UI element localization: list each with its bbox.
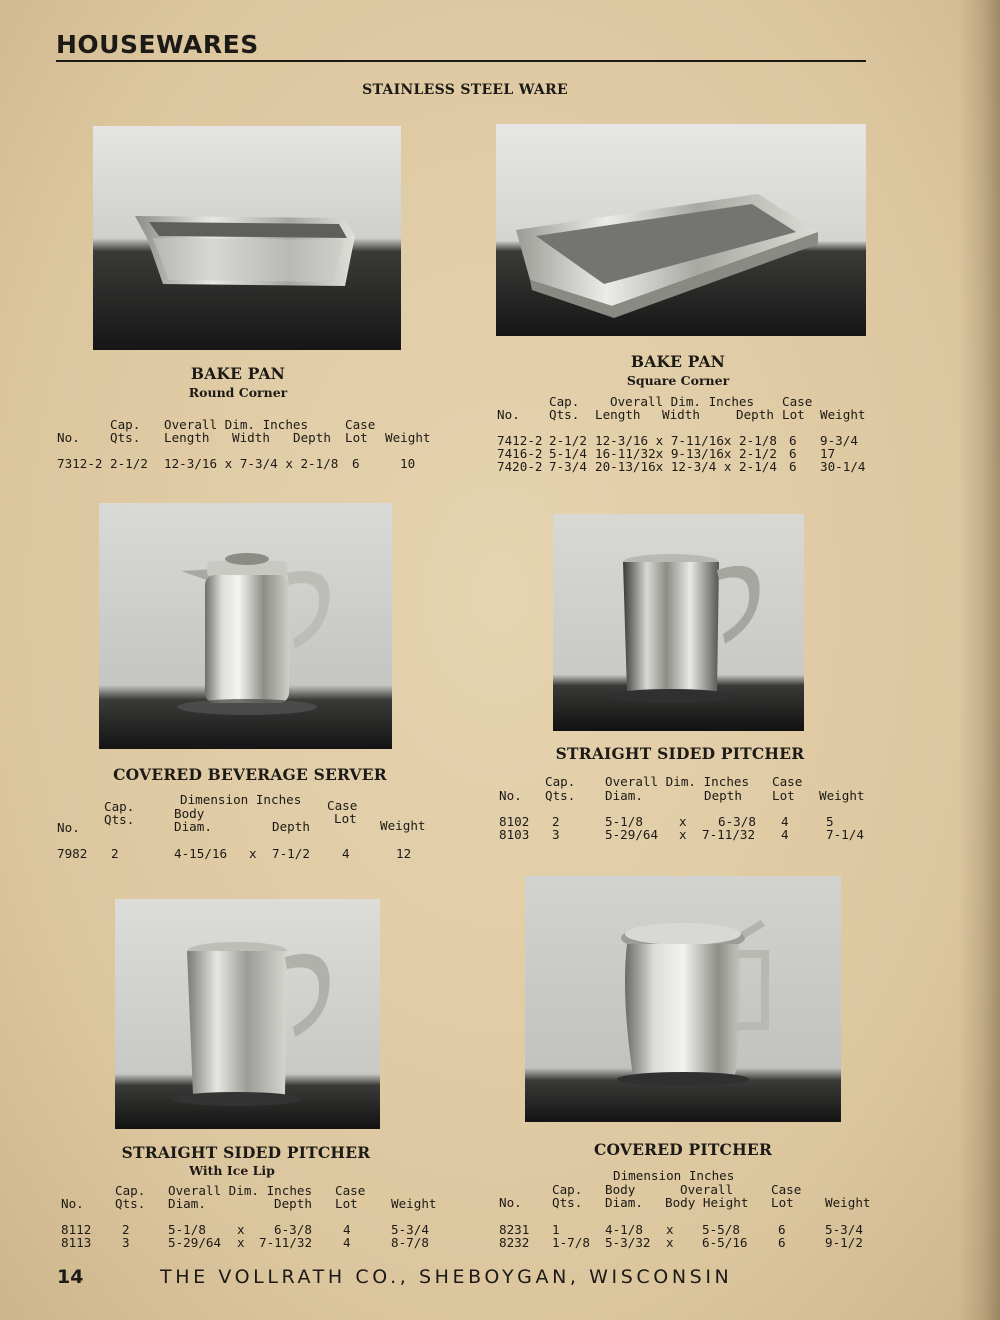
cell-depth: 6-3/8 bbox=[718, 814, 756, 829]
cell-x: x bbox=[249, 846, 257, 861]
cell-cap: 5-1/4 bbox=[549, 446, 587, 461]
col-dim-label: Dimension Inches bbox=[180, 792, 302, 807]
col-dim-label: Overall Dim. Inches bbox=[168, 1183, 313, 1198]
cell-no: 8113 bbox=[61, 1235, 92, 1250]
col-cap-label: Cap. bbox=[115, 1183, 146, 1198]
col-lot-label: Lot bbox=[782, 407, 805, 422]
col-case-label: Case bbox=[335, 1183, 366, 1198]
ice-lip-pitcher-photo bbox=[115, 899, 380, 1129]
cell-depth: 6-3/8 bbox=[274, 1222, 312, 1237]
cell-weight: 17 bbox=[820, 446, 836, 461]
col-depth-label: Depth bbox=[272, 819, 310, 834]
footer-company: THE VOLLRATH CO., SHEBOYGAN, WISCONSIN bbox=[160, 1266, 733, 1288]
cell-cap: 2 bbox=[122, 1222, 130, 1237]
col-no-label: No. bbox=[499, 1195, 522, 1210]
cell-lot: 4 bbox=[781, 827, 789, 842]
cell-x: x bbox=[666, 1235, 674, 1250]
cell-no: 7312-2 bbox=[57, 456, 103, 471]
page-edge-shadow bbox=[958, 0, 1000, 1320]
cell-height: 5-5/8 bbox=[702, 1222, 740, 1237]
cell-x: x bbox=[679, 827, 687, 842]
col-weight-label: Weight bbox=[391, 1196, 437, 1211]
header-rule bbox=[56, 60, 866, 62]
col-body-label: Body bbox=[174, 806, 205, 821]
cell-weight: 9-1/2 bbox=[825, 1235, 863, 1250]
col-width-label: Width bbox=[662, 407, 700, 422]
cell-lot: 4 bbox=[342, 846, 350, 861]
col-lot-label: Lot bbox=[771, 1195, 794, 1210]
col-diam-label: Diam. bbox=[605, 788, 643, 803]
col-lot-label: Lot bbox=[334, 811, 357, 826]
col-no-label: No. bbox=[499, 788, 522, 803]
cell-lot: 6 bbox=[352, 456, 360, 471]
cell-lot: 6 bbox=[789, 433, 797, 448]
col-case-label: Case bbox=[782, 394, 813, 409]
bake-pan-square-title: BAKE PAN bbox=[630, 352, 726, 371]
cell-weight: 30-1/4 bbox=[820, 459, 866, 474]
covered-pitcher-title: COVERED PITCHER bbox=[593, 1140, 773, 1159]
col-cap-label: Cap. bbox=[110, 417, 141, 432]
cell-weight: 5-3/4 bbox=[391, 1222, 429, 1237]
col-length-label: Length bbox=[595, 407, 641, 422]
col-weight-label: Weight bbox=[819, 788, 865, 803]
col-no-label: No. bbox=[57, 430, 80, 445]
cell-depth: 7-1/2 bbox=[272, 846, 310, 861]
cell-lot: 4 bbox=[343, 1222, 351, 1237]
ice-lip-pitcher-title: STRAIGHT SIDED PITCHER bbox=[121, 1143, 371, 1162]
cell-no: 8231 bbox=[499, 1222, 530, 1237]
cell-cap: 2 bbox=[111, 846, 119, 861]
covered-pitcher-photo bbox=[525, 876, 841, 1122]
col-case-label: Case bbox=[345, 417, 376, 432]
cell-lot: 6 bbox=[789, 459, 797, 474]
cell-x: x bbox=[237, 1222, 245, 1237]
cell-no: 8232 bbox=[499, 1235, 530, 1250]
cell-cap: 3 bbox=[552, 827, 560, 842]
cell-cap: 7-3/4 bbox=[549, 459, 587, 474]
cell-weight: 5 bbox=[826, 814, 834, 829]
cell-cap: 3 bbox=[122, 1235, 130, 1250]
col-cap-label: Cap. bbox=[104, 799, 135, 814]
cell-diam: 5-3/32 bbox=[605, 1235, 651, 1250]
cell-height: 6-5/16 bbox=[702, 1235, 748, 1250]
cell-dims: 12-3/16 x 7-3/4 x 2-1/8 bbox=[164, 456, 339, 471]
cell-diam: 4-1/8 bbox=[605, 1222, 643, 1237]
cell-cap: 2-1/2 bbox=[549, 433, 587, 448]
cell-diam: 4-15/16 bbox=[174, 846, 228, 861]
col-cap-label: Cap. bbox=[552, 1182, 583, 1197]
cell-dims: 12-3/16 x 7-11/16x 2-1/8 bbox=[595, 433, 777, 448]
col-dim-label: Overall Dim. Inches bbox=[610, 394, 755, 409]
cell-lot: 4 bbox=[343, 1235, 351, 1250]
cell-depth: 7-11/32 bbox=[702, 827, 756, 842]
cell-dims: 20-13/16x 12-3/4 x 2-1/4 bbox=[595, 459, 777, 474]
cell-weight: 12 bbox=[396, 846, 412, 861]
bake-pan-square-subtitle: Square Corner bbox=[626, 373, 730, 388]
cell-no: 8112 bbox=[61, 1222, 92, 1237]
beverage-server-photo bbox=[99, 503, 392, 749]
col-depth-label: Depth bbox=[704, 788, 742, 803]
col-qts-label: Qts. bbox=[115, 1196, 146, 1211]
cell-weight: 7-1/4 bbox=[826, 827, 864, 842]
cell-x: x bbox=[666, 1222, 674, 1237]
cell-x: x bbox=[237, 1235, 245, 1250]
cell-no: 7982 bbox=[57, 846, 88, 861]
col-weight-label: Weight bbox=[380, 818, 426, 833]
col-depth-label: Depth bbox=[736, 407, 774, 422]
col-lot-label: Lot bbox=[345, 430, 368, 445]
col-dim-label: Overall Dim. Inches bbox=[605, 774, 750, 789]
cell-diam: 5-1/8 bbox=[605, 814, 643, 829]
cell-lot: 4 bbox=[781, 814, 789, 829]
col-diam-label: Diam. bbox=[174, 819, 212, 834]
col-weight-label: Weight bbox=[385, 430, 431, 445]
col-case-label: Case bbox=[327, 798, 358, 813]
bake-pan-round-photo bbox=[93, 126, 401, 350]
col-depth-label: Depth bbox=[274, 1196, 312, 1211]
bake-pan-round-title: BAKE PAN bbox=[190, 364, 286, 383]
col-weight-label: Weight bbox=[825, 1195, 871, 1210]
col-qts-label: Qts. bbox=[110, 430, 141, 445]
col-case-label: Case bbox=[771, 1182, 802, 1197]
cell-cap: 1 bbox=[552, 1222, 560, 1237]
col-no-label: No. bbox=[497, 407, 520, 422]
section-title: STAINLESS STEEL WARE bbox=[362, 82, 568, 98]
col-body-label: Body bbox=[605, 1182, 636, 1197]
col-overall-label: Overall bbox=[680, 1182, 734, 1197]
cell-weight: 10 bbox=[400, 456, 416, 471]
col-height-label: Body Height bbox=[665, 1195, 749, 1210]
straight-pitcher-photo bbox=[553, 514, 804, 731]
cell-no: 7416-2 bbox=[497, 446, 543, 461]
cell-no: 8103 bbox=[499, 827, 530, 842]
cell-cap: 2 bbox=[552, 814, 560, 829]
col-dim-label: Overall Dim. Inches bbox=[164, 417, 309, 432]
cell-cap: 2-1/2 bbox=[110, 456, 148, 471]
col-qts-label: Qts. bbox=[549, 407, 580, 422]
cell-no: 7420-2 bbox=[497, 459, 543, 474]
cell-weight: 9-3/4 bbox=[820, 433, 858, 448]
cell-diam: 5-1/8 bbox=[168, 1222, 206, 1237]
cell-lot: 6 bbox=[789, 446, 797, 461]
col-weight-label: Weight bbox=[820, 407, 866, 422]
cell-dims: 16-11/32x 9-13/16x 2-1/2 bbox=[595, 446, 777, 461]
col-qts-label: Qts. bbox=[545, 788, 576, 803]
ice-lip-pitcher-subtitle: With Ice Lip bbox=[189, 1163, 275, 1178]
cell-cap: 1-7/8 bbox=[552, 1235, 590, 1250]
bake-pan-square-photo bbox=[496, 124, 866, 336]
straight-pitcher-title: STRAIGHT SIDED PITCHER bbox=[555, 744, 805, 763]
col-dim-label: Dimension Inches bbox=[613, 1168, 735, 1183]
cell-no: 7412-2 bbox=[497, 433, 543, 448]
page-number: 14 bbox=[57, 1266, 84, 1288]
cell-diam: 5-29/64 bbox=[168, 1235, 222, 1250]
beverage-server-title: COVERED BEVERAGE SERVER bbox=[113, 765, 387, 784]
col-no-label: No. bbox=[61, 1196, 84, 1211]
cell-x: x bbox=[679, 814, 687, 829]
col-cap-label: Cap. bbox=[549, 394, 580, 409]
page-title: HOUSEWARES bbox=[56, 30, 259, 59]
col-lot-label: Lot bbox=[335, 1196, 358, 1211]
col-width-label: Width bbox=[232, 430, 270, 445]
col-diam-label: Diam. bbox=[168, 1196, 206, 1211]
col-cap-label: Cap. bbox=[545, 774, 576, 789]
cell-diam: 5-29/64 bbox=[605, 827, 659, 842]
col-length-label: Length bbox=[164, 430, 210, 445]
col-no-label: No. bbox=[57, 820, 80, 835]
col-depth-label: Depth bbox=[293, 430, 331, 445]
cell-no: 8102 bbox=[499, 814, 530, 829]
cell-weight: 8-7/8 bbox=[391, 1235, 429, 1250]
col-qts-label: Qts. bbox=[552, 1195, 583, 1210]
col-case-label: Case bbox=[772, 774, 803, 789]
cell-depth: 7-11/32 bbox=[259, 1235, 313, 1250]
col-qts-label: Qts. bbox=[104, 812, 135, 827]
col-lot-label: Lot bbox=[772, 788, 795, 803]
cell-lot: 6 bbox=[778, 1235, 786, 1250]
bake-pan-round-subtitle: Round Corner bbox=[188, 385, 288, 400]
col-diam-label: Diam. bbox=[605, 1195, 643, 1210]
cell-lot: 6 bbox=[778, 1222, 786, 1237]
cell-weight: 5-3/4 bbox=[825, 1222, 863, 1237]
